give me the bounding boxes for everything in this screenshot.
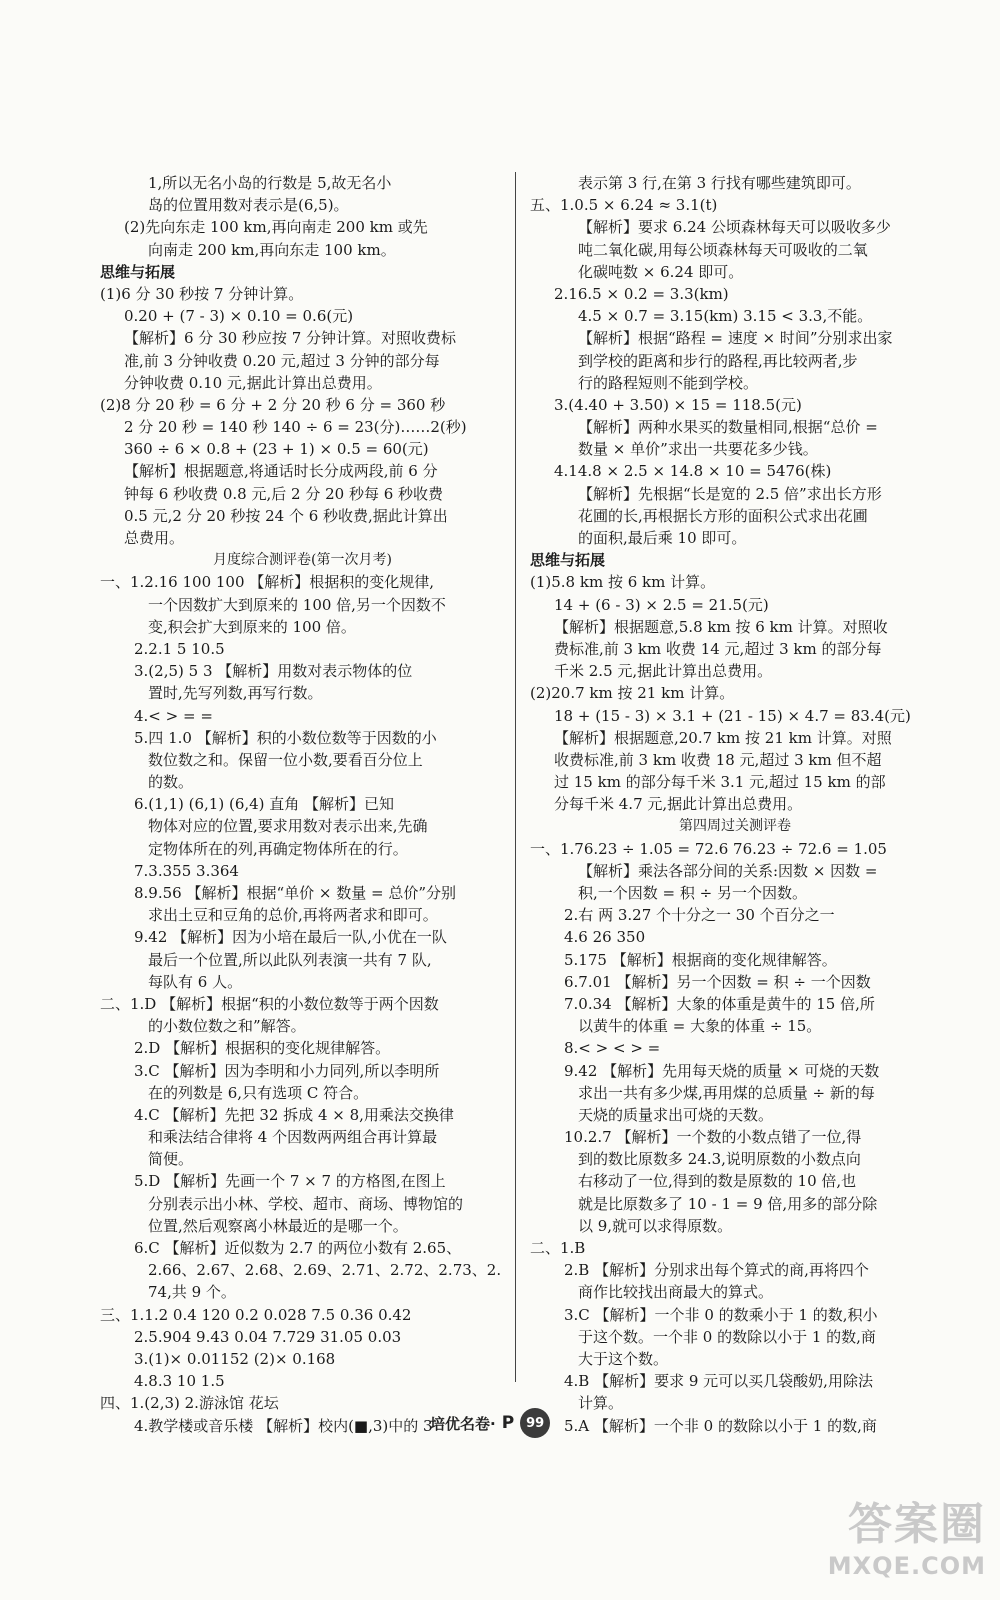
right-text-line: 2.右 两 3.27 个十分之一 30 个百分之一 <box>564 906 835 925</box>
right-text-line: 4.5 × 0.7 = 3.15(km) 3.15 < 3.3,不能。 <box>578 307 873 326</box>
right-text-line: 18 + (15 - 3) × 3.1 + (21 - 15) × 4.7 = 83.4(元) <box>554 706 911 725</box>
right-text-line: 7.0.34 【解析】大象的体重是黄牛的 15 倍,所 <box>564 994 875 1013</box>
left-text-line: 6.(1,1) (6,1) (6,4) 直角 【解析】已知 <box>134 795 395 814</box>
left-text-line: 3.(2,5) 5 3 【解析】用数对表示物体的位 <box>134 662 413 681</box>
left-text-line: 9.42 【解析】因为小培在最后一队,小优在一队 <box>134 928 447 947</box>
right-text-line: 10.2.7 【解析】一个数的小数点错了一位,得 <box>564 1128 862 1147</box>
left-text-line: 分别表示出小林、学校、超市、商场、博物馆的 <box>148 1194 464 1213</box>
right-text-line: 费标准,前 3 km 收费 14 元,超过 3 km 的部分每 <box>554 639 882 658</box>
right-text-line: 第四周过关测评卷 <box>679 818 791 835</box>
right-text-line: 二、1.B <box>530 1239 586 1257</box>
left-text-line: 7.3.355 3.364 <box>134 861 239 880</box>
left-text-line: 2.66、2.67、2.68、2.69、2.71、2.72、2.73、2. <box>148 1261 502 1280</box>
right-text-line: 计算。 <box>578 1394 624 1413</box>
right-text-line: 以 9,就可以求得原数。 <box>578 1216 733 1235</box>
right-text-line: 积,一个因数 = 积 ÷ 另一个因数。 <box>578 884 807 902</box>
right-text-line: 5.A 【解析】一个非 0 的数除以小于 1 的数,商 <box>564 1416 877 1435</box>
left-text-line: 月度综合测评卷(第一次月考) <box>213 552 392 569</box>
right-text-line: 天烧的质量求出可烧的天数。 <box>578 1105 774 1124</box>
left-text-line: 四、1.(2,3) 2.游泳馆 花坛 <box>100 1394 279 1413</box>
right-text-line: 数量 × 单价”求出一共要花多少钱。 <box>578 440 818 459</box>
page-footer <box>430 1408 550 1438</box>
right-text-line: 求出一共有多少煤,再用煤的总质量 ÷ 新的每 <box>578 1083 875 1102</box>
right-text-line: 行的路程短则不能到学校。 <box>578 373 759 392</box>
right-text-line: 5.175 【解析】根据商的变化规律解答。 <box>564 950 837 969</box>
right-text-line: 14 + (6 - 3) × 2.5 = 21.5(元) <box>554 595 769 614</box>
left-text-line: (1)6 分 30 秒按 7 分钟计算。 <box>100 284 304 303</box>
right-text-line: 收费标准,前 3 km 收费 18 元,超过 3 km 但不超 <box>554 750 882 769</box>
right-text-line: 【解析】根据题意,20.7 km 按 21 km 计算。对照 <box>554 728 892 747</box>
right-text-line: 9.42 【解析】先用每天烧的质量 × 可烧的天数 <box>564 1061 880 1080</box>
left-text-line: 钟每 6 秒收费 0.8 元,后 2 分 20 秒每 6 秒收费 <box>124 484 444 503</box>
right-text-line: 4.B 【解析】要求 9 元可以买几袋酸奶,用除法 <box>564 1372 873 1391</box>
left-text-line: 和乘法结合律将 4 个因数两两组合再计算最 <box>148 1128 438 1147</box>
left-text-line: 分钟收费 0.10 元,据此计算出总费用。 <box>124 373 382 392</box>
left-text-line: 2.2.1 5 10.5 <box>134 639 225 658</box>
left-text-line: 360 ÷ 6 × 0.8 + (23 + 1) × 0.5 = 60(元) <box>124 440 429 459</box>
left-text-line: 2 分 20 秒 = 140 秒 140 ÷ 6 = 23(分)……2(秒) <box>124 418 467 437</box>
right-text-line: 3.C 【解析】一个非 0 的数乘小于 1 的数,积小 <box>564 1305 878 1324</box>
series-mark: P <box>501 1413 515 1433</box>
right-text-line: 吨二氧化碳,用每公顷森林每天可吸收的二氧 <box>578 240 868 259</box>
watermark-url: MXQE.COM <box>827 1552 986 1580</box>
right-text-line: 【解析】乘法各部分间的关系:因数 × 因数 = <box>578 861 878 880</box>
right-text-line: 6.7.01 【解析】另一个因数 = 积 ÷ 一个因数 <box>564 972 871 991</box>
right-text-line: 分每千米 4.7 元,据此计算出总费用。 <box>554 795 803 814</box>
left-text-line: 5.D 【解析】先画一个 7 × 7 的方格图,在图上 <box>134 1172 446 1191</box>
left-text-line: 准,前 3 分钟收费 0.20 元,超过 3 分钟的部分每 <box>124 351 440 370</box>
right-text-line: 以黄牛的体重 = 大象的体重 ÷ 15。 <box>578 1017 822 1036</box>
left-text-line: 置时,先写列数,再写行数。 <box>148 684 323 703</box>
left-text-line: 最后一个位置,所以此队列表演一共有 7 队, <box>148 950 432 969</box>
left-text-line: (2)先向东走 100 km,再向南走 200 km 或先 <box>124 218 428 237</box>
column-divider <box>515 172 516 1382</box>
right-text-line: 【解析】要求 6.24 公顷森林每天可以吸收多少 <box>578 218 891 237</box>
left-text-line: 物体对应的位置,要求用数对表示出来,先确 <box>148 817 428 836</box>
right-text-line: 于这个数。一个非 0 的数除以小于 1 的数,商 <box>578 1327 876 1346</box>
left-text-line: 求出土豆和豆角的总价,再将两者求和即可。 <box>148 906 438 925</box>
left-text-line: 1,所以无名小岛的行数是 5,故无名小 <box>148 174 392 192</box>
left-text-line: 3.C 【解析】因为李明和小力同列,所以李明所 <box>134 1061 440 1080</box>
right-text-line: 五、1.0.5 × 6.24 ≈ 3.1(t) <box>530 196 718 215</box>
left-text-line: 一、1.2.16 100 100 【解析】根据积的变化规律, <box>100 573 435 592</box>
right-text-line: 商作比较找出商最大的算式。 <box>578 1283 774 1302</box>
left-text-line: 定物体所在的列,再确定物体所在的行。 <box>148 839 408 858</box>
right-text-line: 大于这个数。 <box>578 1349 669 1368</box>
left-text-line: 6.C 【解析】近似数为 2.7 的两位小数有 2.65、 <box>134 1239 462 1257</box>
book-title: 培优名卷· <box>430 1414 496 1433</box>
left-text-line: 一个因数扩大到原来的 100 倍,另一个因数不 <box>148 595 446 614</box>
left-text-line: 的数。 <box>148 773 194 792</box>
right-text-line: (2)20.7 km 按 21 km 计算。 <box>530 684 735 703</box>
left-text-line: 位置,然后观察离小林最近的是哪一个。 <box>148 1216 408 1235</box>
right-text-line: 就是比原数多了 10 - 1 = 9 倍,用多的部分除 <box>578 1194 878 1213</box>
left-text-line: 0.5 元,2 分 20 秒按 24 个 6 秒收费,据此计算出 <box>124 506 448 525</box>
right-text-line: 3.(4.40 + 3.50) × 15 = 118.5(元) <box>554 395 802 414</box>
right-text-line: 4.6 26 350 <box>564 928 646 947</box>
left-text-line: 三、1.1.2 0.4 120 0.2 0.028 7.5 0.36 0.42 <box>100 1305 412 1324</box>
right-text-line: 千米 2.5 元,据此计算出总费用。 <box>554 662 773 681</box>
left-text-line: 总费用。 <box>124 529 185 547</box>
watermark-logo: 答案圈 <box>848 1499 986 1550</box>
right-text-line: 【解析】根据题意,5.8 km 按 6 km 计算。对照收 <box>554 617 888 636</box>
right-text-line: (1)5.8 km 按 6 km 计算。 <box>530 573 716 592</box>
left-text-line: 每队有 6 人。 <box>148 972 243 991</box>
left-text-line: 二、1.D 【解析】根据“积的小数位数等于两个因数 <box>100 994 439 1013</box>
left-text-line: 5.四 1.0 【解析】积的小数位数等于因数的小 <box>134 728 437 747</box>
right-text-line: 8.< > < > = <box>564 1039 661 1058</box>
left-text-line: 74,共 9 个。 <box>148 1283 236 1302</box>
left-text-line: 4.教学楼或音乐楼 【解析】校内(■,3)中的 3 <box>134 1416 433 1435</box>
left-text-line: 4.< > = = <box>134 706 213 725</box>
right-text-line: 过 15 km 的部分每千米 3.1 元,超过 15 km 的部 <box>554 773 886 792</box>
left-text-line: 向南走 200 km,再向东走 100 km。 <box>148 240 396 259</box>
left-text-line: 2.5.904 9.43 0.04 7.729 31.05 0.03 <box>134 1327 402 1346</box>
left-text-line: 在的列数是 6,只有选项 C 符合。 <box>148 1083 369 1102</box>
right-text-line: 表示第 3 行,在第 3 行找有哪些建筑即可。 <box>578 174 861 192</box>
left-text-line: 4.C 【解析】先把 32 拆成 4 × 8,用乘法交换律 <box>134 1105 454 1124</box>
page-number: 99 <box>520 1408 550 1438</box>
left-text-line: 2.D 【解析】根据积的变化规律解答。 <box>134 1039 391 1058</box>
left-text-line: 数位数之和。保留一位小数,要看百分位上 <box>148 750 423 769</box>
left-text-line: 简便。 <box>148 1150 194 1169</box>
left-text-line: 变,积会扩大到原来的 100 倍。 <box>148 617 356 636</box>
left-text-line: 的小数位数之和”解答。 <box>148 1017 306 1036</box>
right-text-line: 化碳吨数 × 6.24 即可。 <box>578 262 744 281</box>
left-text-line: 4.8.3 10 1.5 <box>134 1372 225 1391</box>
left-text-line: (2)8 分 20 秒 = 6 分 + 2 分 20 秒 6 分 = 360 秒 <box>100 395 446 414</box>
right-text-line: 思维与拓展 <box>530 551 606 570</box>
left-text-line: 0.20 + (7 - 3) × 0.10 = 0.6(元) <box>124 307 354 326</box>
right-column <box>530 172 940 1437</box>
left-text-line: 【解析】根据题意,将通话时长分成两段,前 6 分 <box>124 462 438 481</box>
left-column <box>100 172 505 1437</box>
right-text-line: 到学校的距离和步行的路程,再比较两者,步 <box>578 351 858 370</box>
right-text-line: 2.16.5 × 0.2 = 3.3(km) <box>554 284 729 303</box>
right-text-line: 右移动了一位,得到的数是原数的 10 倍,也 <box>578 1172 857 1191</box>
right-text-line: 一、1.76.23 ÷ 1.05 = 72.6 76.23 ÷ 72.6 = 1.05 <box>530 839 887 858</box>
left-text-line: 【解析】6 分 30 秒应按 7 分钟计算。对照收费标 <box>124 329 457 348</box>
right-text-line: 2.B 【解析】分别求出每个算式的商,再将四个 <box>564 1261 869 1280</box>
right-text-line: 【解析】两种水果买的数量相同,根据“总价 = <box>578 418 878 437</box>
right-text-line: 花圃的长,再根据长方形的面积公式求出花圃 <box>578 506 868 525</box>
left-text-line: 岛的位置用数对表示是(6,5)。 <box>148 196 349 215</box>
right-text-line: 【解析】先根据“长是宽的 2.5 倍”求出长方形 <box>578 484 882 503</box>
left-text-line: 3.(1)× 0.01152 (2)× 0.168 <box>134 1349 336 1368</box>
left-text-line: 思维与拓展 <box>100 262 176 281</box>
right-text-line: 的面积,最后乘 10 即可。 <box>578 529 747 547</box>
left-text-line: 8.9.56 【解析】根据“单价 × 数量 = 总价”分别 <box>134 884 457 902</box>
right-text-line: 【解析】根据“路程 = 速度 × 时间”分别求出家 <box>578 329 893 348</box>
right-text-line: 4.14.8 × 2.5 × 14.8 × 10 = 5476(株) <box>554 462 832 481</box>
right-text-line: 到的数比原数多 24.3,说明原数的小数点向 <box>578 1150 861 1169</box>
watermark <box>828 1488 986 1580</box>
